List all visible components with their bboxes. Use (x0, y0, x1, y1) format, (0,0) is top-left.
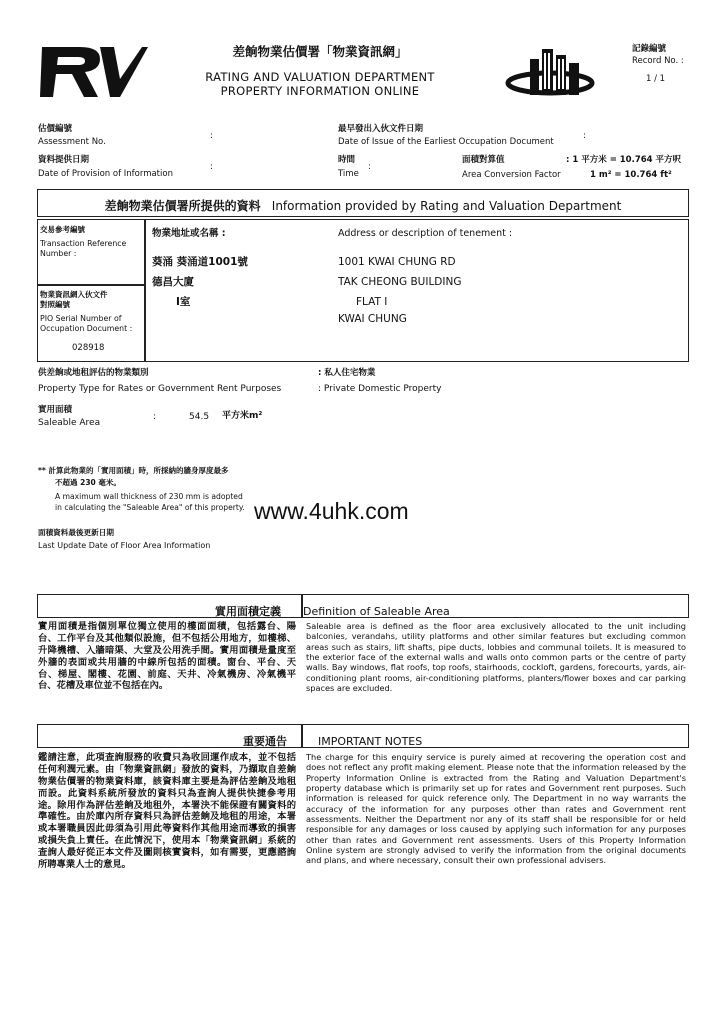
title-zh: 差餉物業估價署「物業資訊網」 (232, 44, 408, 59)
property-type-value-zh: : 私人住宅物業 (318, 368, 376, 378)
info-banner (37, 189, 689, 217)
info-banner-en: Information provided by Rating and Valuation Department (271, 199, 622, 213)
earliest-label-zh: 最早發出入伙文件日期 (338, 124, 424, 134)
property-type-label-en: Property Type for Rates or Government Rent Purposes (38, 384, 282, 394)
last-update-label-en: Last Update Date of Floor Area Information (38, 541, 211, 550)
address-en-line-1: 1001 KWAI CHUNG RD (338, 256, 456, 268)
record-label-zh: 記錄編號 (632, 44, 667, 54)
notes-mid-divider (301, 724, 303, 748)
building-emblem (500, 45, 608, 97)
earliest-colon: : (583, 131, 586, 141)
time-label-zh: 時間 (338, 155, 356, 165)
definition-heading-bar (37, 594, 689, 618)
txn-label-zh: 交易參考編號 (40, 225, 85, 234)
txn-label-en-2: Number : (40, 249, 77, 258)
pio-label-zh-2: 對照編號 (40, 300, 70, 309)
saleable-colon: : (153, 412, 156, 422)
address-en-line-3: FLAT I (356, 296, 388, 308)
rv-logo (40, 45, 148, 99)
record-label-en: Record No. : (632, 56, 684, 66)
definition-body-en: Saleable area is defined as the floor area exclusively allocated to the unit including balconies, verandahs, utility platforms and other similar features but excluding common areas such as stairs, lift shafts, pipe ducts, lobbies and communal toilets. It is measured to the exterior face of the external walls and walls onto common parts or the centre of party walls. Bay windows, flat roofs, top roofs, stairhoods, cockloft, gardens, forecourts, yards, air-conditioning plant rooms, air-conditioning platforms, planters/flower boxes and car parking spaces are excluded. (306, 621, 686, 693)
info-banner-zh: 差餉物業估價署所提供的資料 (104, 199, 261, 213)
last-update-label-zh: 面積資料最後更新日期 (38, 528, 114, 537)
notes-body-zh: 鑑請注意，此項查詢服務的收費只為收回運作成本，並不包括任何利潤元素。由「物業資訊網」發放的資料，乃擷取自差餉物業估價署的物業資料庫，該資料庫主要是為評估差餉及地租而設。此資料系統所發放的資料只為查詢人提供快捷參考用途。除用作為評估差餉及地租外，本署決不能保證有關資料的準確性。由於庫內所存資料只為評估差餉及地租的用途，本署或本署職員因此毋須為引用此等資料作其他用途而導致的損害或損失負上責任。在此情況下，使用本「物業資訊網」系統的查詢人最好從正本文件及圖則核實資料，如有需要，更應諮詢所聘專業人士的意見。 (38, 752, 296, 871)
time-colon: : (368, 162, 371, 172)
notes-heading-en: IMPORTANT NOTES (318, 735, 423, 748)
address-en-line-2: TAK CHEONG BUILDING (338, 276, 462, 288)
wall-note-en-2: in calculating the "Saleable Area" of this property. (55, 503, 245, 512)
assessment-label-zh: 估價編號 (38, 124, 73, 134)
definition-body-zh: 實用面積是指個別單位獨立使用的樓面面積，包括露台、陽台、工作平台及其他類似設施，但不包括公用地方，如樓梯、升降機槽、入牆暗渠、大堂及公用洗手間。實用面積是量度至外牆的表面或共用牆的中線所包括的面積。窗台、平台、天台、梯屋、閣樓、花園、前庭、天井、冷氣機房、冷氣機平台、花槽及車位並不包括在內。 (38, 621, 296, 692)
earliest-label-en: Date of Issue of the Earliest Occupation Document (338, 137, 554, 147)
wall-note-zh-1: ** 計算此物業的「實用面積」時，所採納的牆身厚度最多 (38, 466, 229, 475)
conversion-label-zh: 面積對算值 (462, 155, 505, 165)
notes-heading-zh: 重要通告 (243, 735, 287, 748)
notes-heading-bar (37, 724, 689, 748)
conversion-value-2: 1 m² = 10.764 ft² (590, 170, 672, 180)
watermark: www.4uhk.com (254, 498, 409, 524)
record-value: 1 / 1 (646, 74, 666, 84)
provision-colon: : (210, 162, 213, 172)
left-panel-divider (144, 219, 146, 362)
address-zh-line-2: 德昌大廈 (152, 276, 194, 288)
pio-label-en-2: Occupation Document : (40, 324, 133, 333)
provision-label-zh: 資料提供日期 (38, 155, 90, 165)
assessment-label-en: Assessment No. (38, 137, 106, 147)
saleable-unit: 平方米m² (222, 411, 263, 421)
wall-note-zh-2: 不超過 230 毫米。 (55, 478, 121, 487)
notes-body-en: The charge for this enquiry service is purely aimed at recovering the operation cost and does not reflect any profit making element. Please note that the information released by the Property Information Online is extracted from the Rating and Valuation Department's property database which is primarily set up for rates and Government rent purposes. Such information is released for quick reference only. The Department in no way warrants the accuracy of the information for any purposes other than rates and Government rent assessments. Neither the Department nor any of its staff shall be responsible for or held responsible for any damages or loss caused by applying such information for any purposes other than rates and Government rent assessments. Users of this Property Information Online system are strongly advised to verify the information from the original documents and plans, and where necessary, consult their own professional advisers. (306, 752, 686, 866)
address-zh-line-3: I室 (176, 296, 191, 308)
saleable-label-en: Saleable Area (38, 418, 101, 428)
address-zh-line-1: 葵涌 葵涌道1001號 (152, 256, 248, 268)
address-label-zh: 物業地址或名稱 : (152, 228, 226, 239)
conversion-value-1: : 1 平方米 = 10.764 平方呎 (566, 155, 682, 165)
pio-label-en-1: PIO Serial Number of (40, 314, 122, 323)
assessment-colon: : (210, 131, 213, 141)
address-label-en: Address or description of tenement : (338, 228, 513, 239)
time-label-en: Time (338, 169, 359, 179)
pio-label-zh-1: 物業資訊網入伙文件 (40, 290, 108, 299)
definition-mid-divider (301, 594, 303, 618)
definition-heading-zh: 實用面積定義 (215, 605, 281, 618)
saleable-value: 54.5 (189, 412, 210, 422)
property-type-label-zh: 供差餉或地租評估的物業類別 (38, 368, 149, 378)
conversion-label-en: Area Conversion Factor (462, 170, 561, 180)
property-type-value-en: : Private Domestic Property (318, 384, 442, 394)
address-en-line-4: KWAI CHUNG (338, 313, 407, 325)
title-en-1: RATING AND VALUATION DEPARTMENT (205, 70, 435, 84)
pio-value: 028918 (72, 343, 105, 353)
provision-label-en: Date of Provision of Information (38, 169, 173, 179)
title-en-2: PROPERTY INFORMATION ONLINE (220, 84, 420, 98)
property-info-box (37, 219, 689, 362)
left-panel-separator (37, 284, 145, 286)
saleable-label-zh: 實用面積 (38, 405, 73, 415)
definition-heading-en: Definition of Saleable Area (303, 605, 450, 618)
wall-note-en-1: A maximum wall thickness of 230 mm is adopted (55, 492, 243, 501)
txn-label-en-1: Transaction Reference (40, 239, 127, 248)
